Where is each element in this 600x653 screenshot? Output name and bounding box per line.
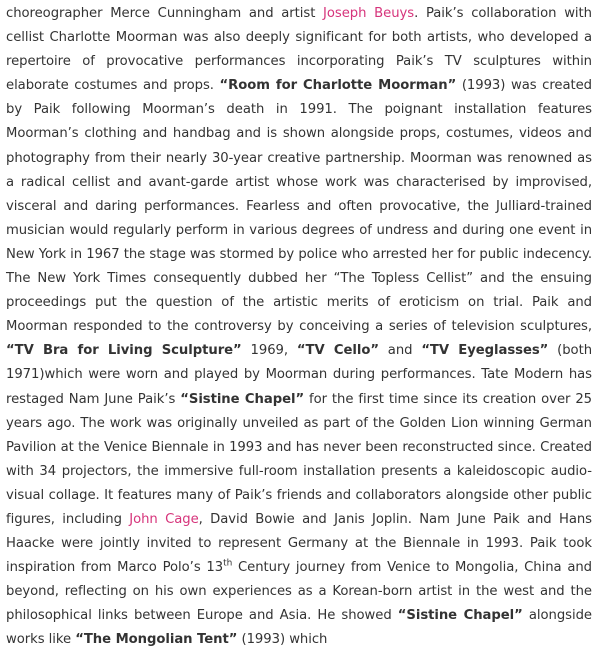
text-segment: Century journey from Venice to Mongolia, China and beyond, reflecting on his own experiences as a Korean-born artist in the west and the philosophical links between Europe and Asia. He showed <box>6 560 592 624</box>
article-paragraph <box>6 2 592 653</box>
link-john-cage[interactable]: John Cage <box>129 511 199 527</box>
superscript-th: th <box>223 558 233 569</box>
text-segment: (1993) which <box>237 632 328 648</box>
text-segment: (1993) was created by Paik following Moorman’s death in 1991. The poignant installation features Moorman’s clothing and handbag and is shown alongside props, costumes, videos and photography from their nearly 30-year creative partnership. Moorman was renowned as a radical cellist and avant-garde artist whose work was characterised by improvised, visceral and daring performances. Fearless and often provocative, the Julliard-trained musician would regularly perform in various degrees of undress and during one event in New York in 1967 the stage was stormed by police who arrested her for public indecency. The New York Times consequently dubbed her “The Topless Cellist” and the ensuing proceedings put the question of the artistic merits of eroticism on trial. Paik and Moorman responded to the controversy by conceiving a series of television sculptures, <box>6 78 593 335</box>
text-segment: for the first time since its creation over 25 years ago. The work was originally unveiled as part of the Golden Lion winning German Pavilion at the Venice Biennale in 1993 and has never been reconstructed since. Created with 34 projectors, the immersive full-room installation presents a kaleidoscopic audio-visual collage. It features many of Paik’s friends and collaborators alongside other public figures, including <box>6 391 592 527</box>
link-joseph-beuys[interactable]: Joseph Beuys <box>323 6 415 21</box>
work-title-tv-eyeglasses: “TV Eyeglasses” <box>421 343 549 359</box>
text-segment: and <box>378 343 422 359</box>
text-segment: choreographer Merce Cunningham and artist <box>6 6 324 21</box>
work-title-sistine-chapel: “Sistine Chapel” <box>397 608 523 624</box>
text-segment: 1969, <box>241 343 297 359</box>
text-segment: . Paik’s collaboration with cellist Charlotte Moorman was also deeply significant for both artists, who developed a repertoire of provocative performances incorporating Paik’s TV sculptures within elaborate costumes and props. <box>6 6 592 94</box>
work-title-mongolian-tent: “The Mongolian Tent” <box>75 632 238 648</box>
work-title-tv-cello: “TV Cello” <box>296 343 379 359</box>
text-segment: alongside works like <box>6 608 592 648</box>
text-segment: , David Bowie and Janis Joplin. Nam June Paik and Hans Haacke were jointly invited to represent Germany at the Biennale in 1993. Paik took inspiration from Marco Polo’s 13 <box>6 511 592 576</box>
text-segment: (both 1971)which were worn and played by Moorman during performances. Tate Modern has restaged Nam June Paik’s <box>6 343 593 407</box>
work-title-room-for-charlotte-moorman: “Room for Charlotte Moorman” <box>219 78 457 94</box>
work-title-sistine-chapel: “Sistine Chapel” <box>180 391 305 407</box>
work-title-tv-bra: “TV Bra for Living Sculpture” <box>6 343 242 359</box>
